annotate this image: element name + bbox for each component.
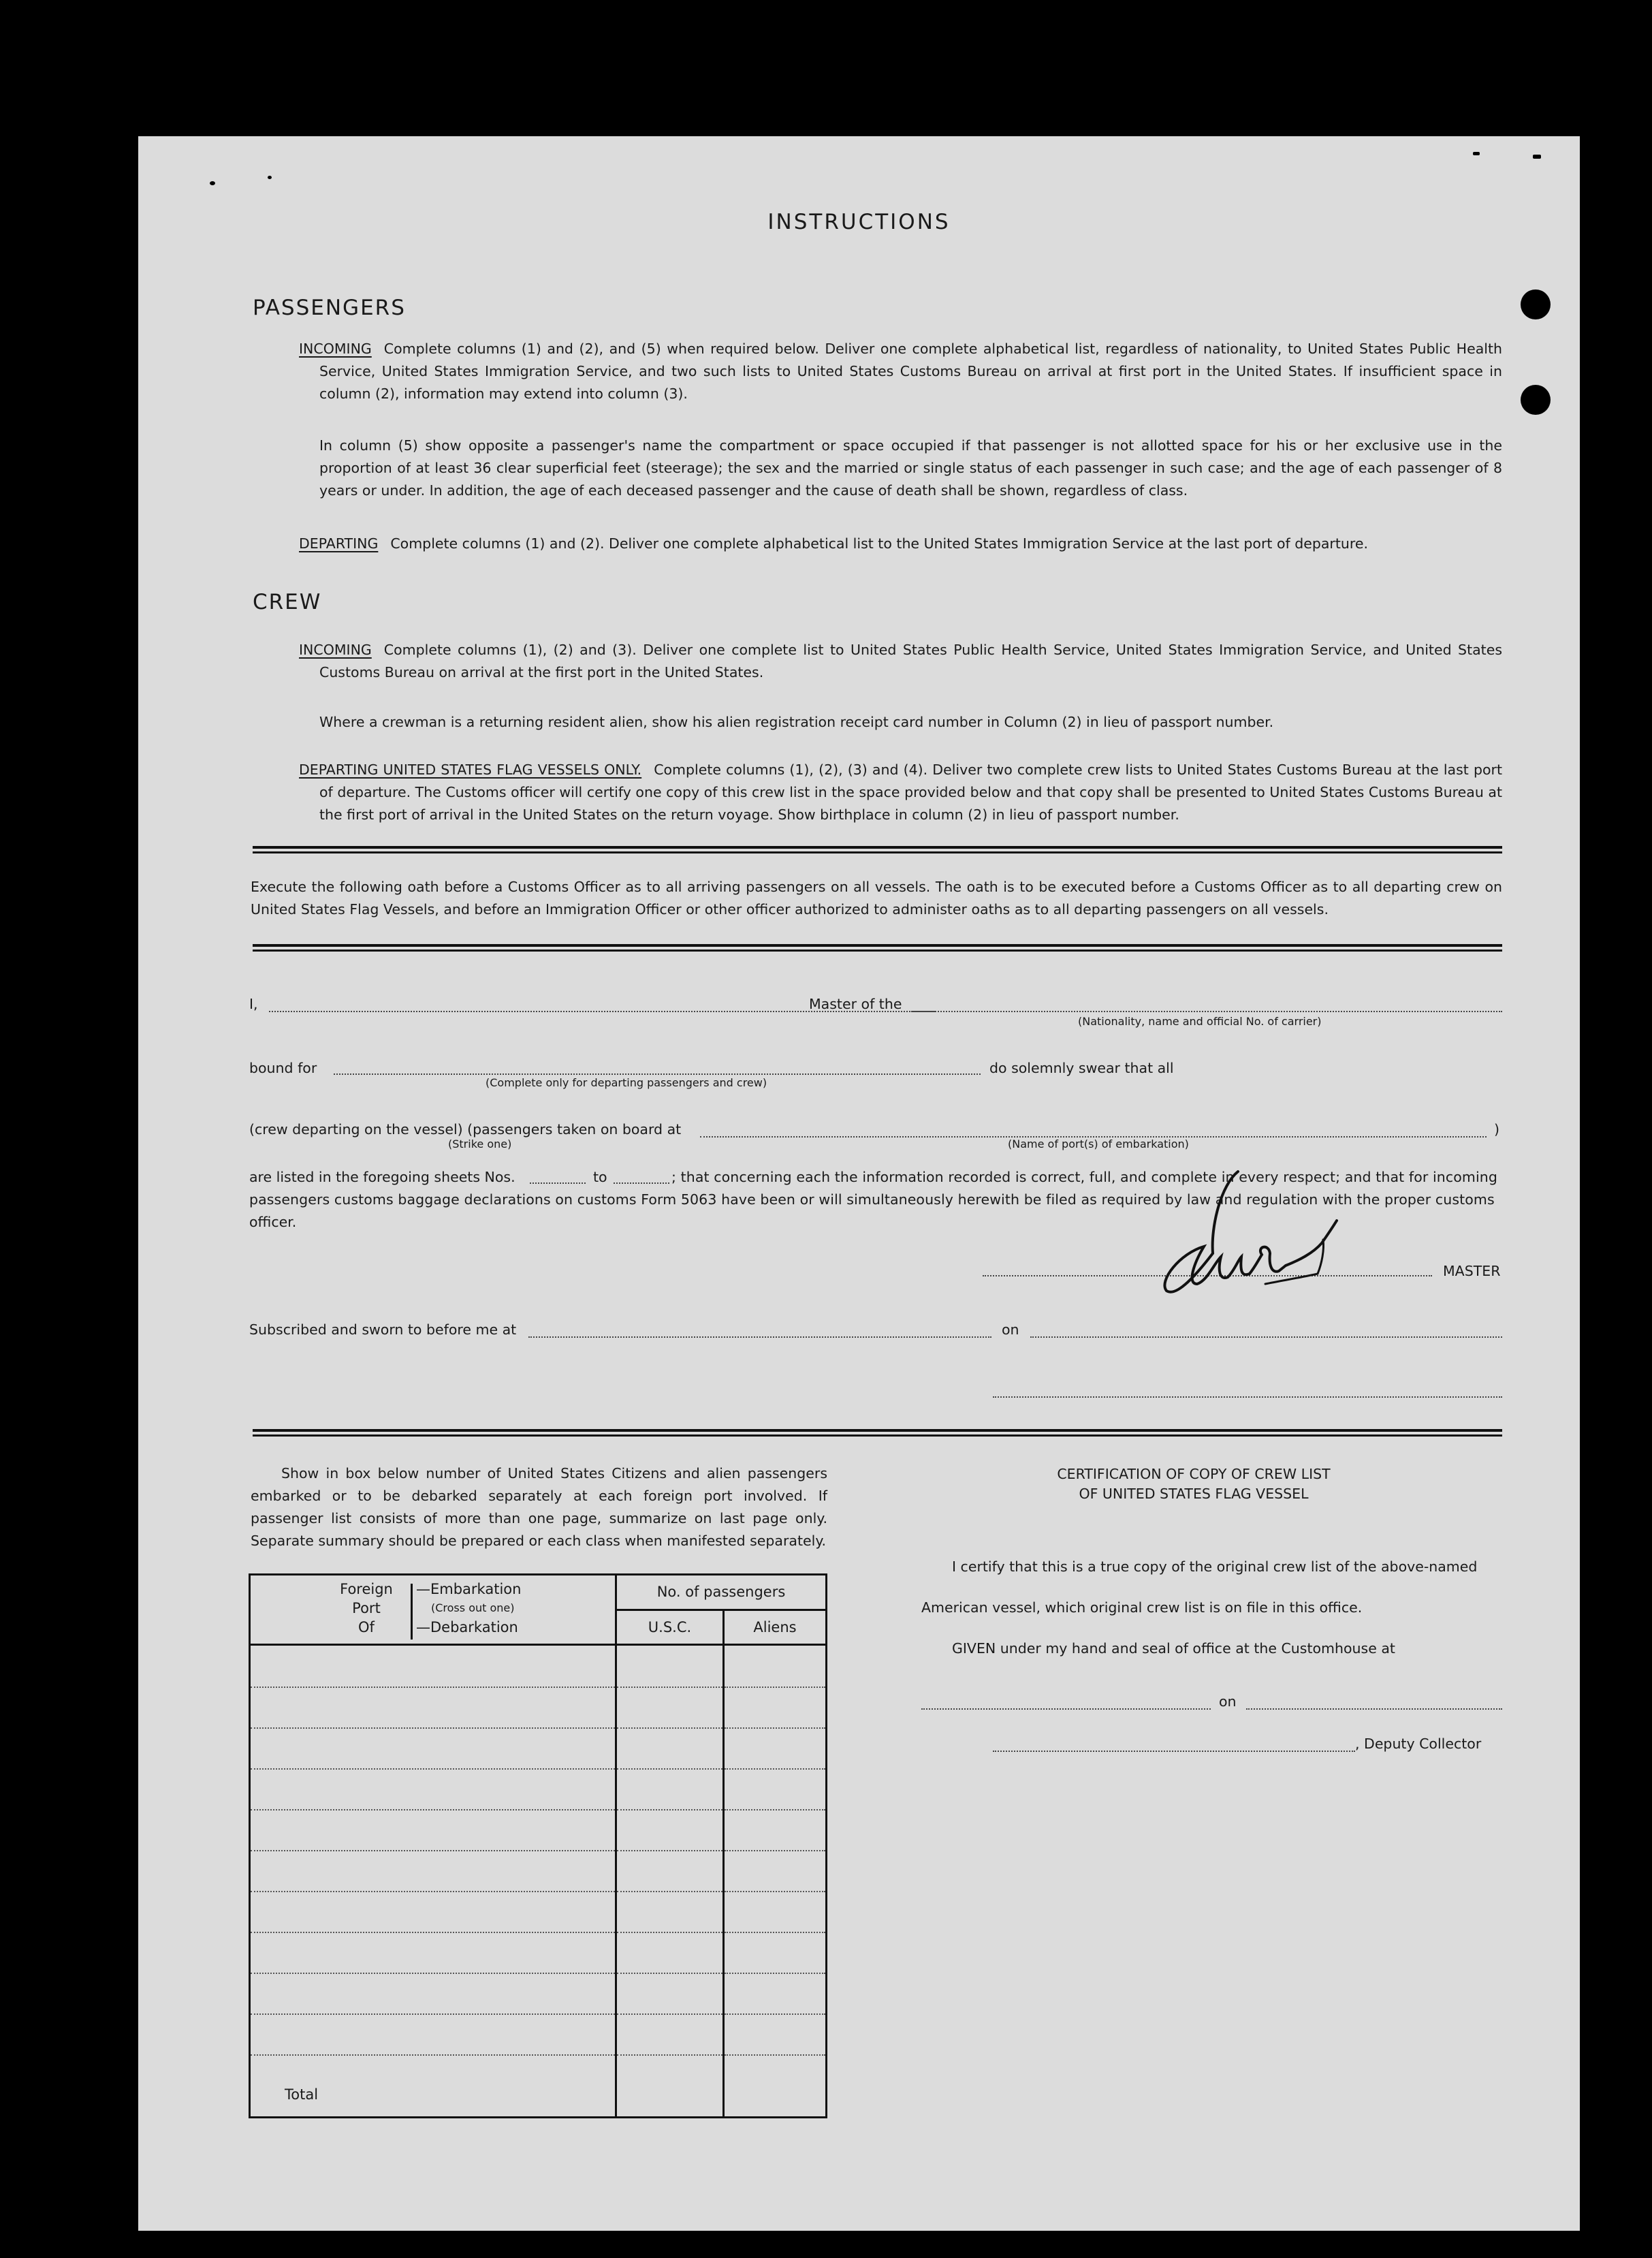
summary-instructions: Show in box below number of United States Citizens and alien passengers embarked or to be debarked separately at each foreign port involved. If passenger list consists of more than one page, summarize on last page only. Separate summary should be prepared or each class when manifested separately.	[251, 1465, 827, 1549]
port-column[interactable]	[250, 1645, 616, 2118]
passengers-heading: PASSENGERS	[253, 296, 406, 320]
customhouse-field[interactable]	[921, 1708, 1211, 1710]
carrier-field[interactable]	[911, 1011, 1502, 1012]
passengers-incoming-instruction	[299, 338, 1502, 405]
section-divider	[253, 1429, 1502, 1437]
crew-incoming-instruction	[299, 639, 1502, 684]
nationality-note: (Nationality, name and official No. of carrier)	[1078, 1015, 1322, 1028]
given-text: GIVEN under my hand and seal of office at the Customhouse at	[952, 1640, 1395, 1657]
oath-i-label: I,	[249, 996, 258, 1012]
speck	[1473, 152, 1480, 155]
crew-alien-instruction: Where a crewman is a returning resident alien, show his alien registration receipt card number in Column (2) in lieu of passport number.	[319, 714, 1274, 730]
complete-only-note: (Complete only for departing passengers and crew)	[486, 1076, 767, 1089]
embarkation-label[interactable]: —Embarkation	[416, 1581, 522, 1597]
section-divider	[253, 944, 1502, 952]
subscribed-place-field[interactable]	[528, 1336, 991, 1338]
certification-date-field[interactable]	[1246, 1708, 1502, 1710]
certification-title-line1: CERTIFICATION OF COPY OF CREW LIST	[1057, 1466, 1331, 1482]
name-of-ports-note: (Name of port(s) of embarkation)	[1008, 1138, 1189, 1150]
passengers-departing-text: Complete columns (1) and (2). Deliver one complete alphabetical list to the United States Immigration Service at the last port of departure.	[390, 535, 1368, 552]
certification-title-line2: OF UNITED STATES FLAG VESSEL	[1079, 1486, 1309, 1502]
certification-title	[915, 1464, 1473, 1504]
crew-heading: CREW	[253, 590, 322, 614]
total-label: Total	[285, 2086, 319, 2103]
crew-departing-instruction	[299, 759, 1502, 826]
speck	[268, 176, 272, 179]
usc-column[interactable]	[616, 1645, 724, 2118]
section-divider	[253, 846, 1502, 853]
bound-for-label: bound for	[249, 1060, 317, 1076]
sheet-to-field[interactable]	[614, 1182, 669, 1184]
usc-header: U.S.C.	[616, 1610, 724, 1645]
solemnly-swear-label: do solemnly swear that all	[989, 1060, 1174, 1076]
sheet-from-field[interactable]	[530, 1182, 586, 1184]
certify-text-1: I certify that this is a true copy of the original crew list of the above-named	[952, 1558, 1478, 1575]
crew-departing-label: (crew departing on the vessel) (passengers taken on board at	[249, 1121, 682, 1138]
deputy-collector-label: , Deputy Collector	[1355, 1736, 1482, 1752]
of-label: Of	[358, 1619, 375, 1635]
speck	[1533, 155, 1541, 159]
port-header-cell	[250, 1575, 616, 1645]
subscribed-on-label: on	[1002, 1321, 1019, 1338]
bound-for-field[interactable]	[334, 1073, 981, 1075]
passengers-incoming-text: Complete columns (1) and (2), and (5) when required below. Deliver one complete alphabetical list, regardless of nationality, to United States Public Health Service, United States Immigration Service, and two such lists to United States Customs Bureau on arrival at first port in the United States. If insufficient space in column (2), information may extend into column (3).	[319, 341, 1502, 402]
cross-out-one-note: (Cross out one)	[431, 1601, 515, 1614]
passenger-summary-table	[249, 1573, 827, 2118]
passengers-departing-label: DEPARTING	[299, 535, 379, 552]
listed-text-3: passengers customs baggage declarations on customs Form 5063 have been or will simultaneously herewith be filed as required by law and regulation with the proper customs	[249, 1191, 1495, 1208]
debarkation-label[interactable]: —Debarkation	[416, 1619, 518, 1635]
certify-text-2: American vessel, which original crew list is on file in this office.	[921, 1599, 1363, 1616]
master-label: MASTER	[1443, 1263, 1501, 1279]
certification-on-label: on	[1219, 1693, 1237, 1710]
passengers-column5-instruction: In column (5) show opposite a passenger's name the compartment or space occupied if that passenger is not allotted space for his or her exclusive use in the proportion of at least 36 clear superficial feet (steerage); the sex and the married or single status of each passenger in such case; and the age of each passenger of 8 years or under. In addition, the age of each deceased passenger and the cause of death shall be shown, regardless of class.	[319, 437, 1502, 499]
crew-incoming-label: INCOMING	[299, 642, 372, 658]
oath-intro: Execute the following oath before a Customs Officer as to all arriving passengers on all vessels. The oath is to be executed before a Customs Officer as to all departing crew on United States Flag Vessels, and before an Immigration Officer or other officer authorized to administer oaths as to all departing passengers on all vessels.	[251, 879, 1502, 918]
subscribed-date-field[interactable]	[1030, 1336, 1502, 1338]
listed-text-4: officer.	[249, 1214, 297, 1230]
to-label: to	[593, 1169, 607, 1185]
strike-one-note: (Strike one)	[448, 1138, 512, 1150]
aliens-header: Aliens	[724, 1610, 827, 1645]
punch-hole	[1521, 289, 1551, 319]
punch-hole	[1521, 385, 1551, 415]
crew-departing-text: Complete columns (1), (2), (3) and (4). Deliver two complete crew lists to United States Customs Bureau at the last port of departure. The Customs officer will certify one copy of this crew list in the space provided below and that copy shall be presented to United States Customs Bureau at the first port of arrival in the United States on the return voyage. Show birthplace in column (2) in lieu of passport number.	[319, 762, 1502, 823]
close-paren: )	[1494, 1121, 1499, 1138]
passengers-incoming-label: INCOMING	[299, 341, 372, 357]
listed-text-2: ; that concerning each the information recorded is correct, full, and complete in every respect; and that for incoming	[671, 1169, 1497, 1185]
page-title: INSTRUCTIONS	[767, 210, 951, 234]
form-sheet	[138, 136, 1580, 2231]
port-label: Port	[352, 1600, 381, 1616]
speck	[210, 181, 215, 185]
master-of-the-label: Master of the	[809, 996, 902, 1012]
crew-departing-label: DEPARTING UNITED STATES FLAG VESSELS ONLY.	[299, 762, 642, 778]
no-of-passengers-header: No. of passengers	[616, 1575, 827, 1610]
foreign-label: Foreign	[340, 1581, 393, 1597]
passengers-departing-instruction	[299, 533, 1502, 555]
crew-incoming-text: Complete columns (1), (2) and (3). Deliver one complete list to United States Public Health Service, United States Immigration Service, and United States Customs Bureau on arrival at the first port in the United States.	[319, 642, 1502, 680]
deputy-collector-signature-line[interactable]	[993, 1751, 1355, 1752]
aliens-column[interactable]	[724, 1645, 827, 2118]
subscribed-label: Subscribed and sworn to before me at	[249, 1321, 517, 1338]
master-signature	[1139, 1144, 1371, 1308]
listed-text-1: are listed in the foregoing sheets Nos.	[249, 1169, 515, 1185]
officer-signature-line[interactable]	[993, 1396, 1502, 1398]
